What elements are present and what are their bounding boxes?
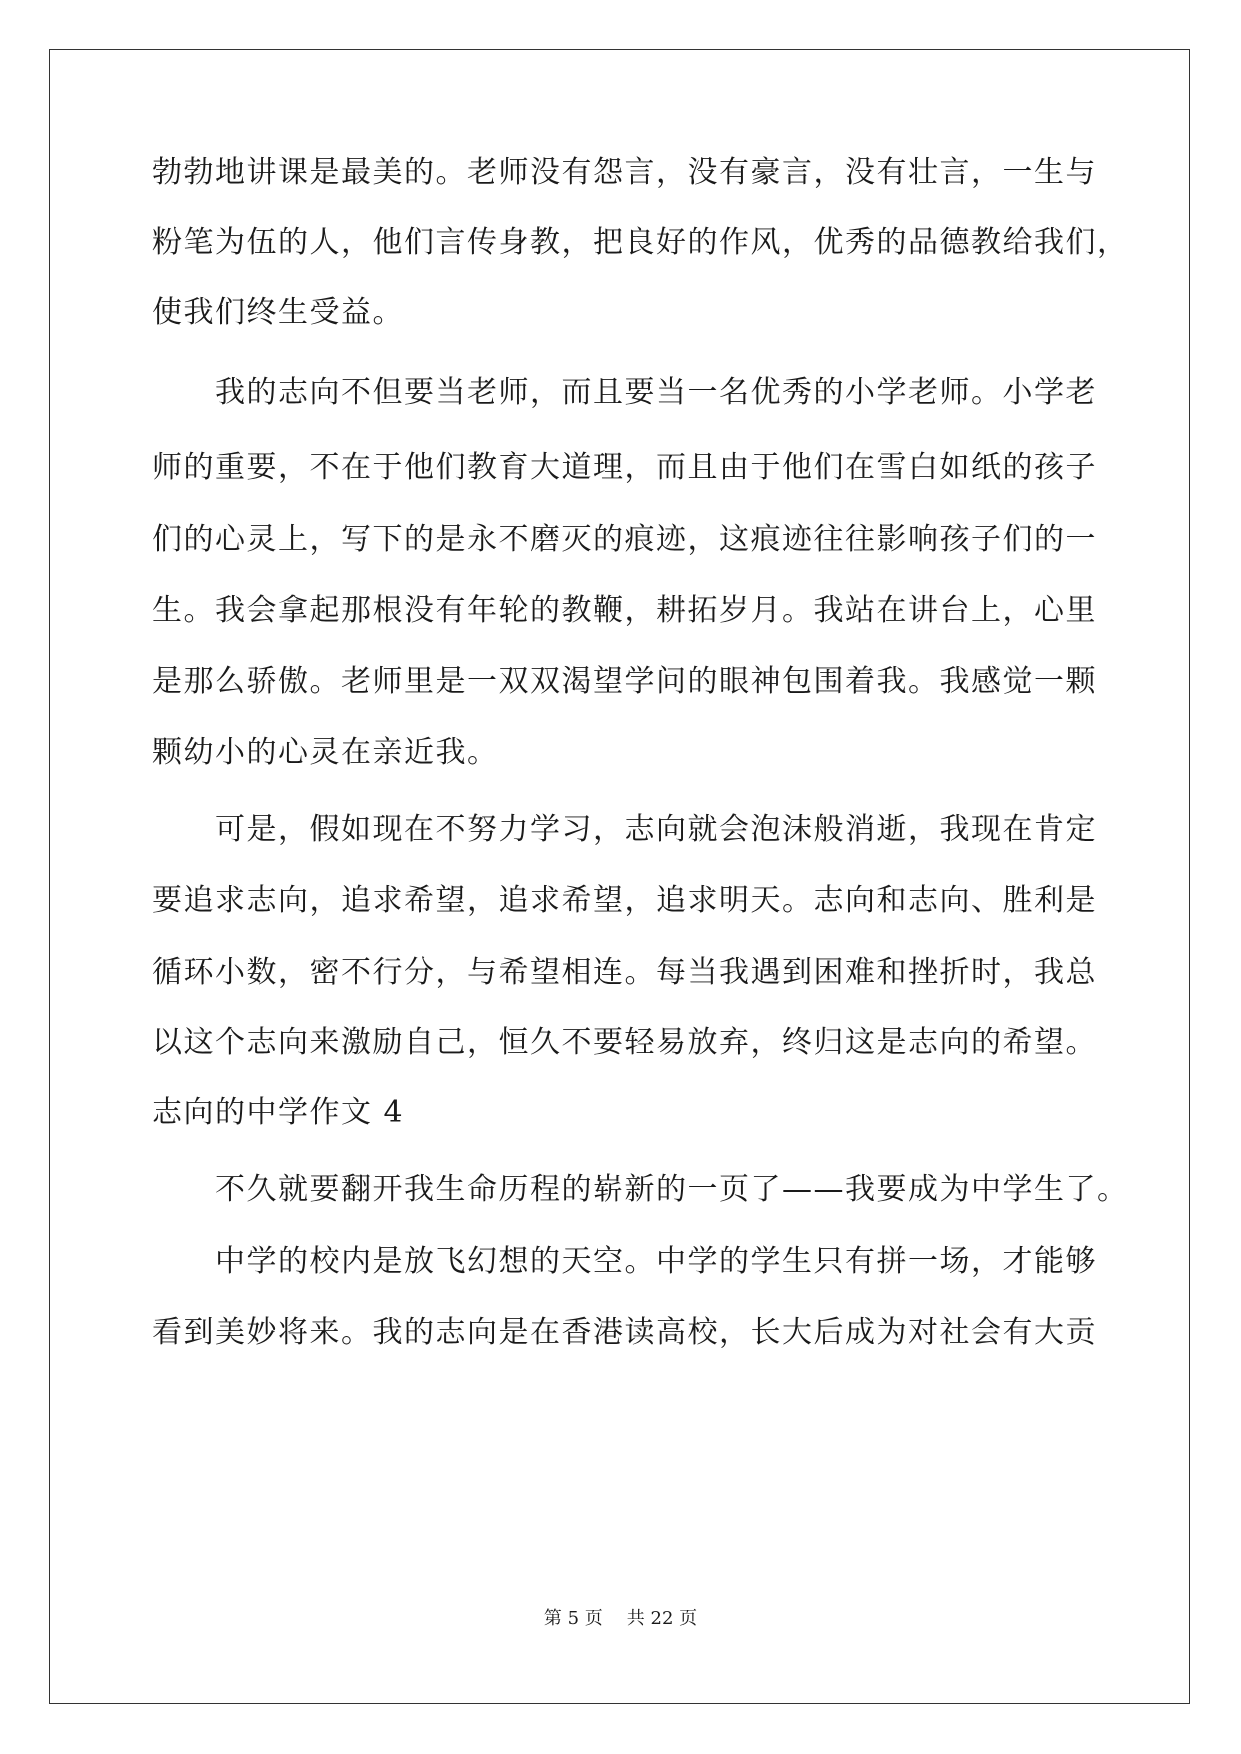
text-line: 是那么骄傲。老师里是一双双渴望学问的眼神包围着我。我感觉一颗 <box>152 664 1097 699</box>
section-heading: 志向的中学作文 4 <box>152 1095 405 1130</box>
text-line: 生。我会拿起那根没有年轮的教鞭，耕拓岁月。我站在讲台上，心里 <box>152 593 1097 628</box>
paragraph-start-line: 中学的校内是放飞幻想的天空。中学的学生只有拼一场，才能够 <box>215 1244 1097 1279</box>
page-number: 第 5 页 <box>543 1608 603 1629</box>
page-total: 共 22 页 <box>626 1608 698 1629</box>
text-line: 师的重要，不在于他们教育大道理，而且由于他们在雪白如纸的孩子 <box>152 450 1097 485</box>
paragraph-start-line: 可是，假如现在不努力学习，志向就会泡沫般消逝，我现在肯定 <box>215 812 1097 847</box>
text-line: 要追求志向，追求希望，追求希望，追求明天。志向和志向、胜利是 <box>152 883 1097 918</box>
paragraph-start-line: 我的志向不但要当老师，而且要当一名优秀的小学老师。小学老 <box>215 375 1097 410</box>
text-line: 们的心灵上，写下的是永不磨灭的痕迹，这痕迹往往影响孩子们的一 <box>152 522 1097 557</box>
text-line: 颗幼小的心灵在亲近我。 <box>152 735 499 770</box>
text-line: 循环小数，密不行分，与希望相连。每当我遇到困难和挫折时，我总 <box>152 955 1097 990</box>
text-line: 使我们终生受益。 <box>152 295 404 330</box>
page-footer <box>0 1608 1241 1630</box>
text-line: 以这个志向来激励自己，恒久不要轻易放弃，终归这是志向的希望。 <box>152 1025 1097 1060</box>
text-line: 粉笔为伍的人，他们言传身教，把良好的作风，优秀的品德教给我们， <box>152 225 1129 260</box>
text-line: 看到美妙将来。我的志向是在香港读高校，长大后成为对社会有大贡 <box>152 1315 1097 1350</box>
paragraph-start-line: 不久就要翻开我生命历程的崭新的一页了——我要成为中学生了。 <box>215 1172 1129 1207</box>
text-line: 勃勃地讲课是最美的。老师没有怨言，没有豪言，没有壮言，一生与 <box>152 155 1097 190</box>
